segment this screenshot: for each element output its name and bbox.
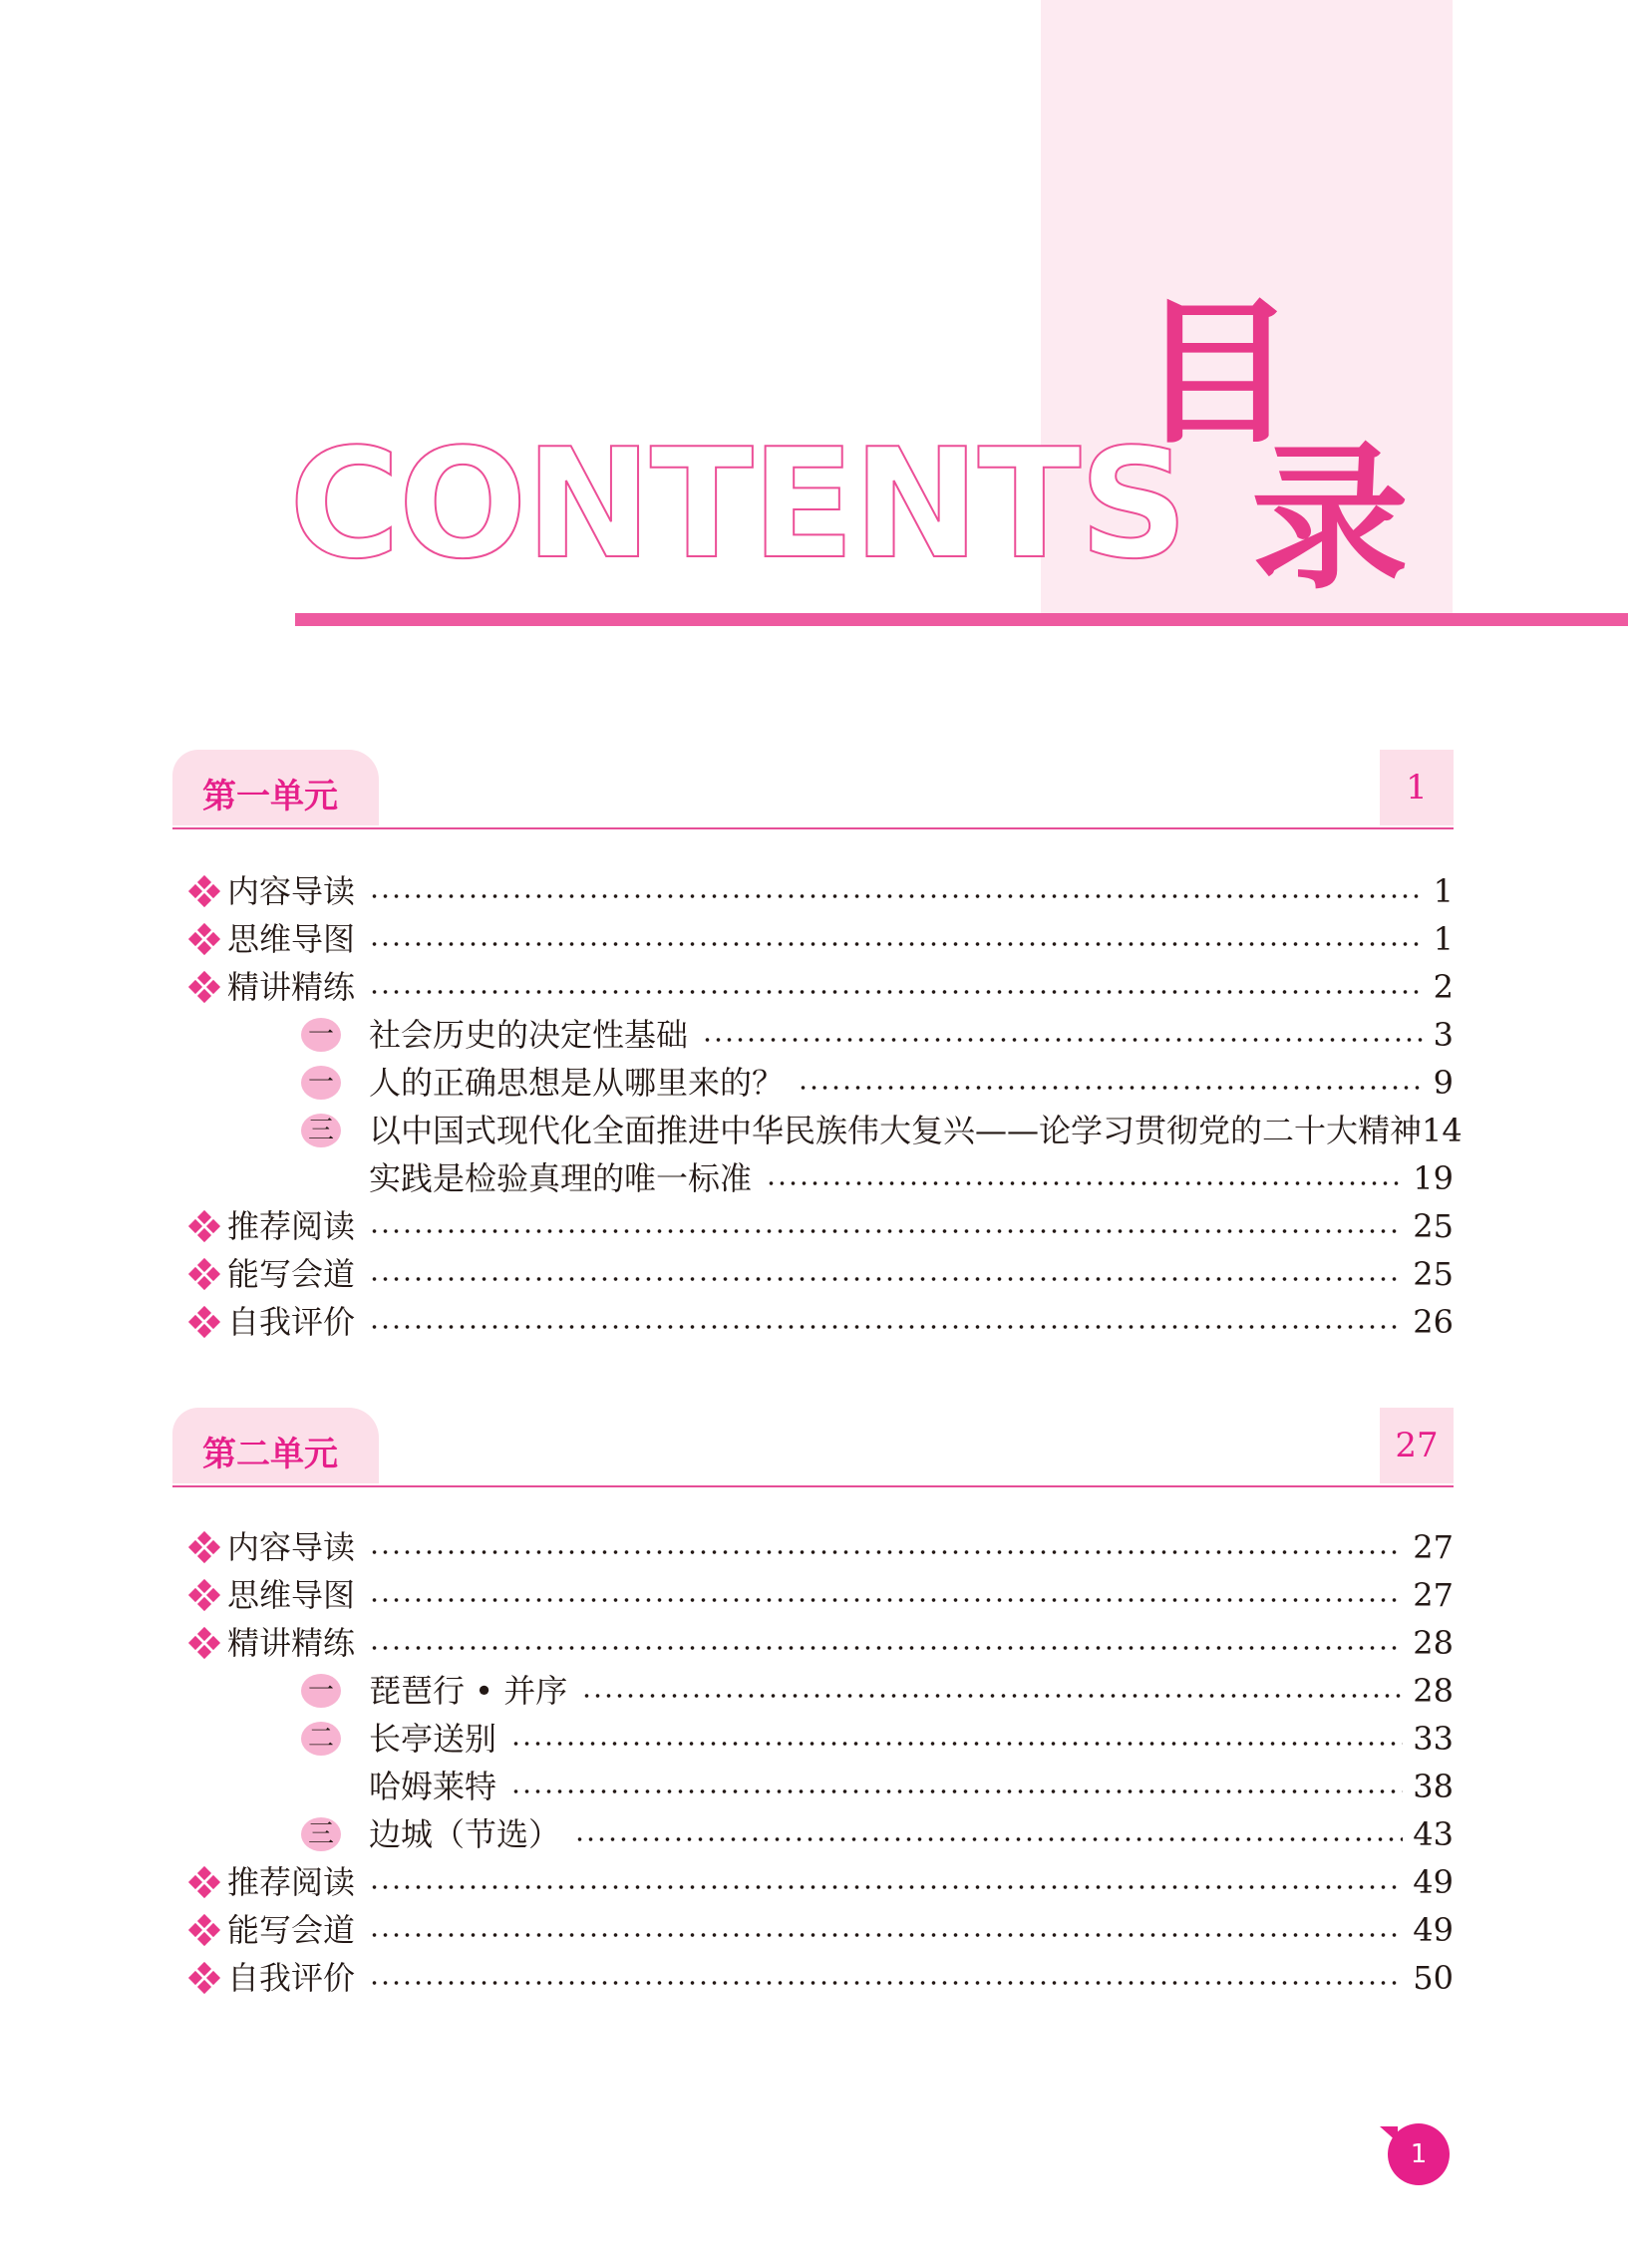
toc-page-number: 27 [1413,1576,1454,1614]
dot-leader [798,1086,1424,1090]
toc-entry-content-intro[interactable] [187,868,1454,914]
toc-page-number: 27 [1413,1528,1454,1566]
unit-1-header [172,750,1454,834]
toc-label: 自我评价 [227,1959,356,1997]
toc-page-number: 25 [1413,1255,1454,1293]
lesson-number-badge: 一 [301,1674,341,1708]
unit-1-tab [172,750,379,825]
dot-leader [369,1598,1403,1602]
dot-leader [369,1277,1403,1281]
lesson-number-badge: 二 [301,1722,341,1756]
title-char-lu: 录 [1251,428,1409,611]
toc-page-number: 43 [1413,1815,1454,1853]
toc-page-number: 49 [1413,1911,1454,1949]
dot-leader [581,1694,1403,1698]
toc-page-number: 25 [1413,1207,1454,1245]
diamond-bullet-icon [187,874,221,908]
toc-label: 精讲精练 [227,968,356,1006]
toc-label: 实践是检验真理的唯一标准 [369,1159,753,1197]
unit-2-tab [172,1408,379,1483]
toc-entry-lesson[interactable] [301,1668,1454,1714]
title-underline-bar [295,613,1628,626]
toc-label: 边城（节选） [369,1815,561,1853]
toc-entry-practice[interactable] [187,1620,1454,1666]
dot-leader [369,894,1424,898]
toc-entry-lesson[interactable] [301,1716,1454,1762]
toc-label: 内容导读 [227,1528,356,1566]
unit-2-header [172,1408,1454,1492]
toc-page-number: 28 [1413,1624,1454,1662]
diamond-bullet-icon [187,1209,221,1243]
toc-page-number: 50 [1413,1959,1454,1997]
toc-entry-writing[interactable] [187,1907,1454,1953]
diamond-bullet-icon [187,1913,221,1947]
diamond-bullet-icon [187,1257,221,1291]
toc-label: 内容导读 [227,872,356,910]
toc-label: 推荐阅读 [227,1207,356,1245]
contents-word: CONTENTS [289,416,1186,592]
toc-entry-lesson[interactable] [301,1012,1454,1058]
toc-page-number: 28 [1413,1672,1454,1710]
diamond-bullet-icon [187,1578,221,1612]
unit-2-page[interactable]: 27 [1380,1408,1454,1483]
toc-entry-mind-map[interactable] [187,916,1454,962]
lesson-number-badge: 三 [301,1817,341,1851]
toc-label: 以中国式现代化全面推进中华民族伟大复兴——论学习贯彻党的二十大精神 [369,1112,1423,1149]
toc-page-number: 14 [1422,1112,1463,1149]
toc-label: 自我评价 [227,1303,356,1341]
page-number-badge: 1 [1388,2123,1450,2185]
diamond-bullet-icon [187,1530,221,1564]
dot-leader [369,1550,1403,1554]
toc-label: 能写会道 [227,1255,356,1293]
toc-entry-lesson[interactable] [301,1155,1454,1201]
diamond-bullet-icon [187,1305,221,1339]
toc-page-number: 33 [1413,1720,1454,1758]
toc-page-number: 1 [1433,920,1454,958]
toc-entry-lesson[interactable] [301,1060,1454,1106]
title-char-mu: 目 [1139,282,1296,466]
toc-entry-mind-map[interactable] [187,1572,1454,1618]
diamond-bullet-icon [187,970,221,1004]
toc-label: 哈姆莱特 [369,1768,497,1805]
toc-entry-content-intro[interactable] [187,1524,1454,1570]
toc-page-number: 49 [1413,1863,1454,1901]
toc-label: 长亭送别 [369,1720,497,1758]
dot-leader [369,1325,1403,1329]
toc-entry-self-evaluation[interactable] [187,1955,1454,2001]
toc-page-number: 38 [1413,1768,1454,1805]
toc-label: 思维导图 [227,1576,356,1614]
dot-leader [369,1229,1403,1233]
toc-page-number: 1 [1433,872,1454,910]
dot-leader [369,1933,1403,1937]
toc-label: 社会历史的决定性基础 [369,1016,689,1054]
toc-page-number: 3 [1433,1016,1454,1054]
unit-1-title: 第一单元 [202,777,338,816]
diamond-bullet-icon [187,1865,221,1899]
dot-leader [369,990,1424,994]
toc-label: 思维导图 [227,920,356,958]
dot-leader [702,1038,1424,1042]
toc-entry-recommended-reading[interactable] [187,1203,1454,1249]
toc-label: 推荐阅读 [227,1863,356,1901]
lesson-number-badge: 一 [301,1066,341,1100]
toc-entry-lesson[interactable] [301,1811,1454,1857]
unit-1-page[interactable]: 1 [1380,750,1454,825]
toc-page-number: 9 [1433,1064,1454,1102]
diamond-bullet-icon [187,922,221,956]
dot-leader [369,1885,1403,1889]
unit-1-rule [172,827,1454,829]
toc-entry-writing[interactable] [187,1251,1454,1297]
dot-leader [510,1789,1403,1793]
lesson-number-badge: 三 [301,1114,341,1147]
toc-label: 人的正确思想是从哪里来的？ [369,1064,785,1102]
diamond-bullet-icon [187,1961,221,1995]
dot-leader [766,1181,1403,1185]
toc-label: 精讲精练 [227,1624,356,1662]
toc-entry-lesson[interactable] [301,1764,1454,1809]
unit-2-title: 第二单元 [202,1435,338,1474]
dot-leader [369,1981,1403,1985]
toc-page-number: 26 [1413,1303,1454,1341]
unit-2-rule [172,1485,1454,1487]
dot-leader [369,942,1424,946]
toc-entry-recommended-reading[interactable] [187,1859,1454,1905]
diamond-bullet-icon [187,1626,221,1660]
toc-page-number: 19 [1413,1159,1454,1197]
toc-entry-self-evaluation[interactable] [187,1299,1454,1345]
dot-leader [369,1646,1403,1650]
toc-entry-practice[interactable] [187,964,1454,1010]
lesson-number-badge: 一 [301,1018,341,1052]
dot-leader [510,1742,1403,1746]
dot-leader [574,1837,1403,1841]
toc-entry-lesson[interactable] [301,1108,1463,1153]
toc-page-number: 2 [1433,968,1454,1006]
toc-label: 琵琶行 • 并序 [369,1672,568,1710]
toc-label: 能写会道 [227,1911,356,1949]
